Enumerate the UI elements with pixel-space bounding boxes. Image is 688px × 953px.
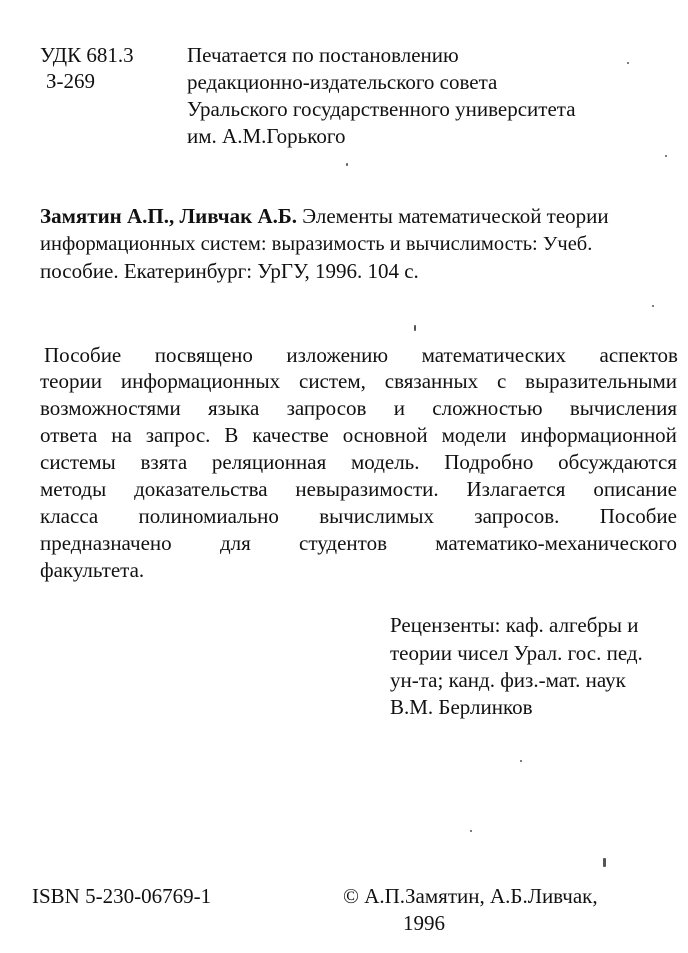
abstract-word: Подробно xyxy=(444,450,534,474)
copyright: © А.П.Замятин, А.Б.Ливчак, xyxy=(343,884,598,908)
abstract-word: и xyxy=(393,396,405,420)
abstract-word: запрос. xyxy=(145,423,211,447)
abstract-word: изложению xyxy=(286,343,389,367)
abstract-word: студентов xyxy=(299,531,387,555)
abstract-word: выразительными xyxy=(525,369,677,393)
abstract-word: вычисления xyxy=(569,396,677,420)
abstract-line xyxy=(44,342,678,368)
scan-speck xyxy=(603,858,606,867)
udk-code: УДК 681.3 xyxy=(40,43,134,67)
abstract-line xyxy=(40,368,677,394)
abstract-word: полиномиально xyxy=(138,504,279,528)
imprint-line: редакционно-издательского совета xyxy=(187,70,498,94)
abstract-word: взята xyxy=(140,450,188,474)
imprint-line: им. А.М.Горького xyxy=(187,124,346,148)
abstract-word: языка xyxy=(208,396,260,420)
reviewers-line: Рецензенты: каф. алгебры и xyxy=(390,613,639,637)
scan-speck xyxy=(652,305,654,307)
scan-speck xyxy=(414,325,416,331)
abstract-word: реляционная xyxy=(211,450,327,474)
abstract-word: класса xyxy=(40,504,99,528)
abstract-word: информационной xyxy=(520,423,677,447)
abstract-word: систем, xyxy=(299,369,366,393)
imprint-line: Уральского государственного университета xyxy=(187,97,576,121)
reviewers-line: ун-та; канд. физ.-мат. наук xyxy=(390,668,626,692)
scan-speck xyxy=(470,830,472,832)
citation-line-1 xyxy=(40,203,677,229)
abstract-word: Излагается xyxy=(466,477,566,501)
abstract-word: Пособие xyxy=(599,504,677,528)
reviewers-line: теории чисел Урал. гос. пед. xyxy=(390,641,643,665)
abstract-line xyxy=(40,449,677,475)
abstract-word: вычислимых xyxy=(319,504,434,528)
imprint-line: Печатается по постановлению xyxy=(187,43,459,67)
abstract-word: математических xyxy=(421,343,567,367)
abstract-word: ответа xyxy=(40,423,98,447)
abstract-word: описание xyxy=(593,477,677,501)
abstract-word: предназначено xyxy=(40,531,172,555)
scan-speck xyxy=(346,163,348,166)
scan-speck xyxy=(627,62,629,64)
abstract-word: информационных xyxy=(120,369,281,393)
abstract-word: качестве xyxy=(252,423,329,447)
abstract-word: невыразимости. xyxy=(295,477,439,501)
abstract-line xyxy=(40,395,677,421)
citation-line-2: информационных систем: выразимость и вычислимость: Учеб. xyxy=(40,233,593,255)
abstract-word: запросов. xyxy=(474,504,560,528)
abstract-word: В xyxy=(224,423,239,447)
abstract-word: методы xyxy=(40,477,107,501)
reviewers-line: В.М. Берлинков xyxy=(390,695,533,719)
catalog-code: З-269 xyxy=(46,69,96,93)
abstract-word: на xyxy=(111,423,132,447)
isbn: ISBN 5-230-06769-1 xyxy=(32,884,212,908)
abstract-word: запросов xyxy=(286,396,367,420)
abstract-word: сложностью xyxy=(432,396,543,420)
abstract-line: факультета. xyxy=(40,558,145,582)
abstract-line xyxy=(40,503,677,529)
abstract-word: возможностями xyxy=(40,396,181,420)
abstract-word: обсуждаются xyxy=(558,450,677,474)
scan-speck xyxy=(520,760,522,762)
abstract-word: связанных xyxy=(384,369,479,393)
abstract-word: аспектов xyxy=(599,343,678,367)
citation-line-3: пособие. Екатеринбург: УрГУ, 1996. 104 с. xyxy=(40,259,419,283)
abstract-word: системы xyxy=(40,450,116,474)
abstract-word: для xyxy=(219,531,251,555)
abstract-word: посвящено xyxy=(154,343,253,367)
citation-authors: Замятин А.П., Ливчак А.Б. xyxy=(40,204,298,228)
abstract-word: модели xyxy=(441,423,507,447)
abstract-line xyxy=(40,476,677,502)
scan-speck xyxy=(665,155,667,157)
abstract-word: Пособие xyxy=(44,343,122,367)
abstract-word: теории xyxy=(40,369,102,393)
abstract-word: основной xyxy=(342,423,428,447)
abstract-word: математико-механического xyxy=(435,531,677,555)
publication-year: 1996 xyxy=(403,911,445,935)
abstract-word: модель. xyxy=(351,450,420,474)
abstract-word: с xyxy=(496,369,507,393)
citation-title-start: Элементы математической теории xyxy=(302,204,609,228)
abstract-line xyxy=(40,530,677,556)
abstract-word: доказательства xyxy=(134,477,268,501)
abstract-line xyxy=(40,422,677,448)
